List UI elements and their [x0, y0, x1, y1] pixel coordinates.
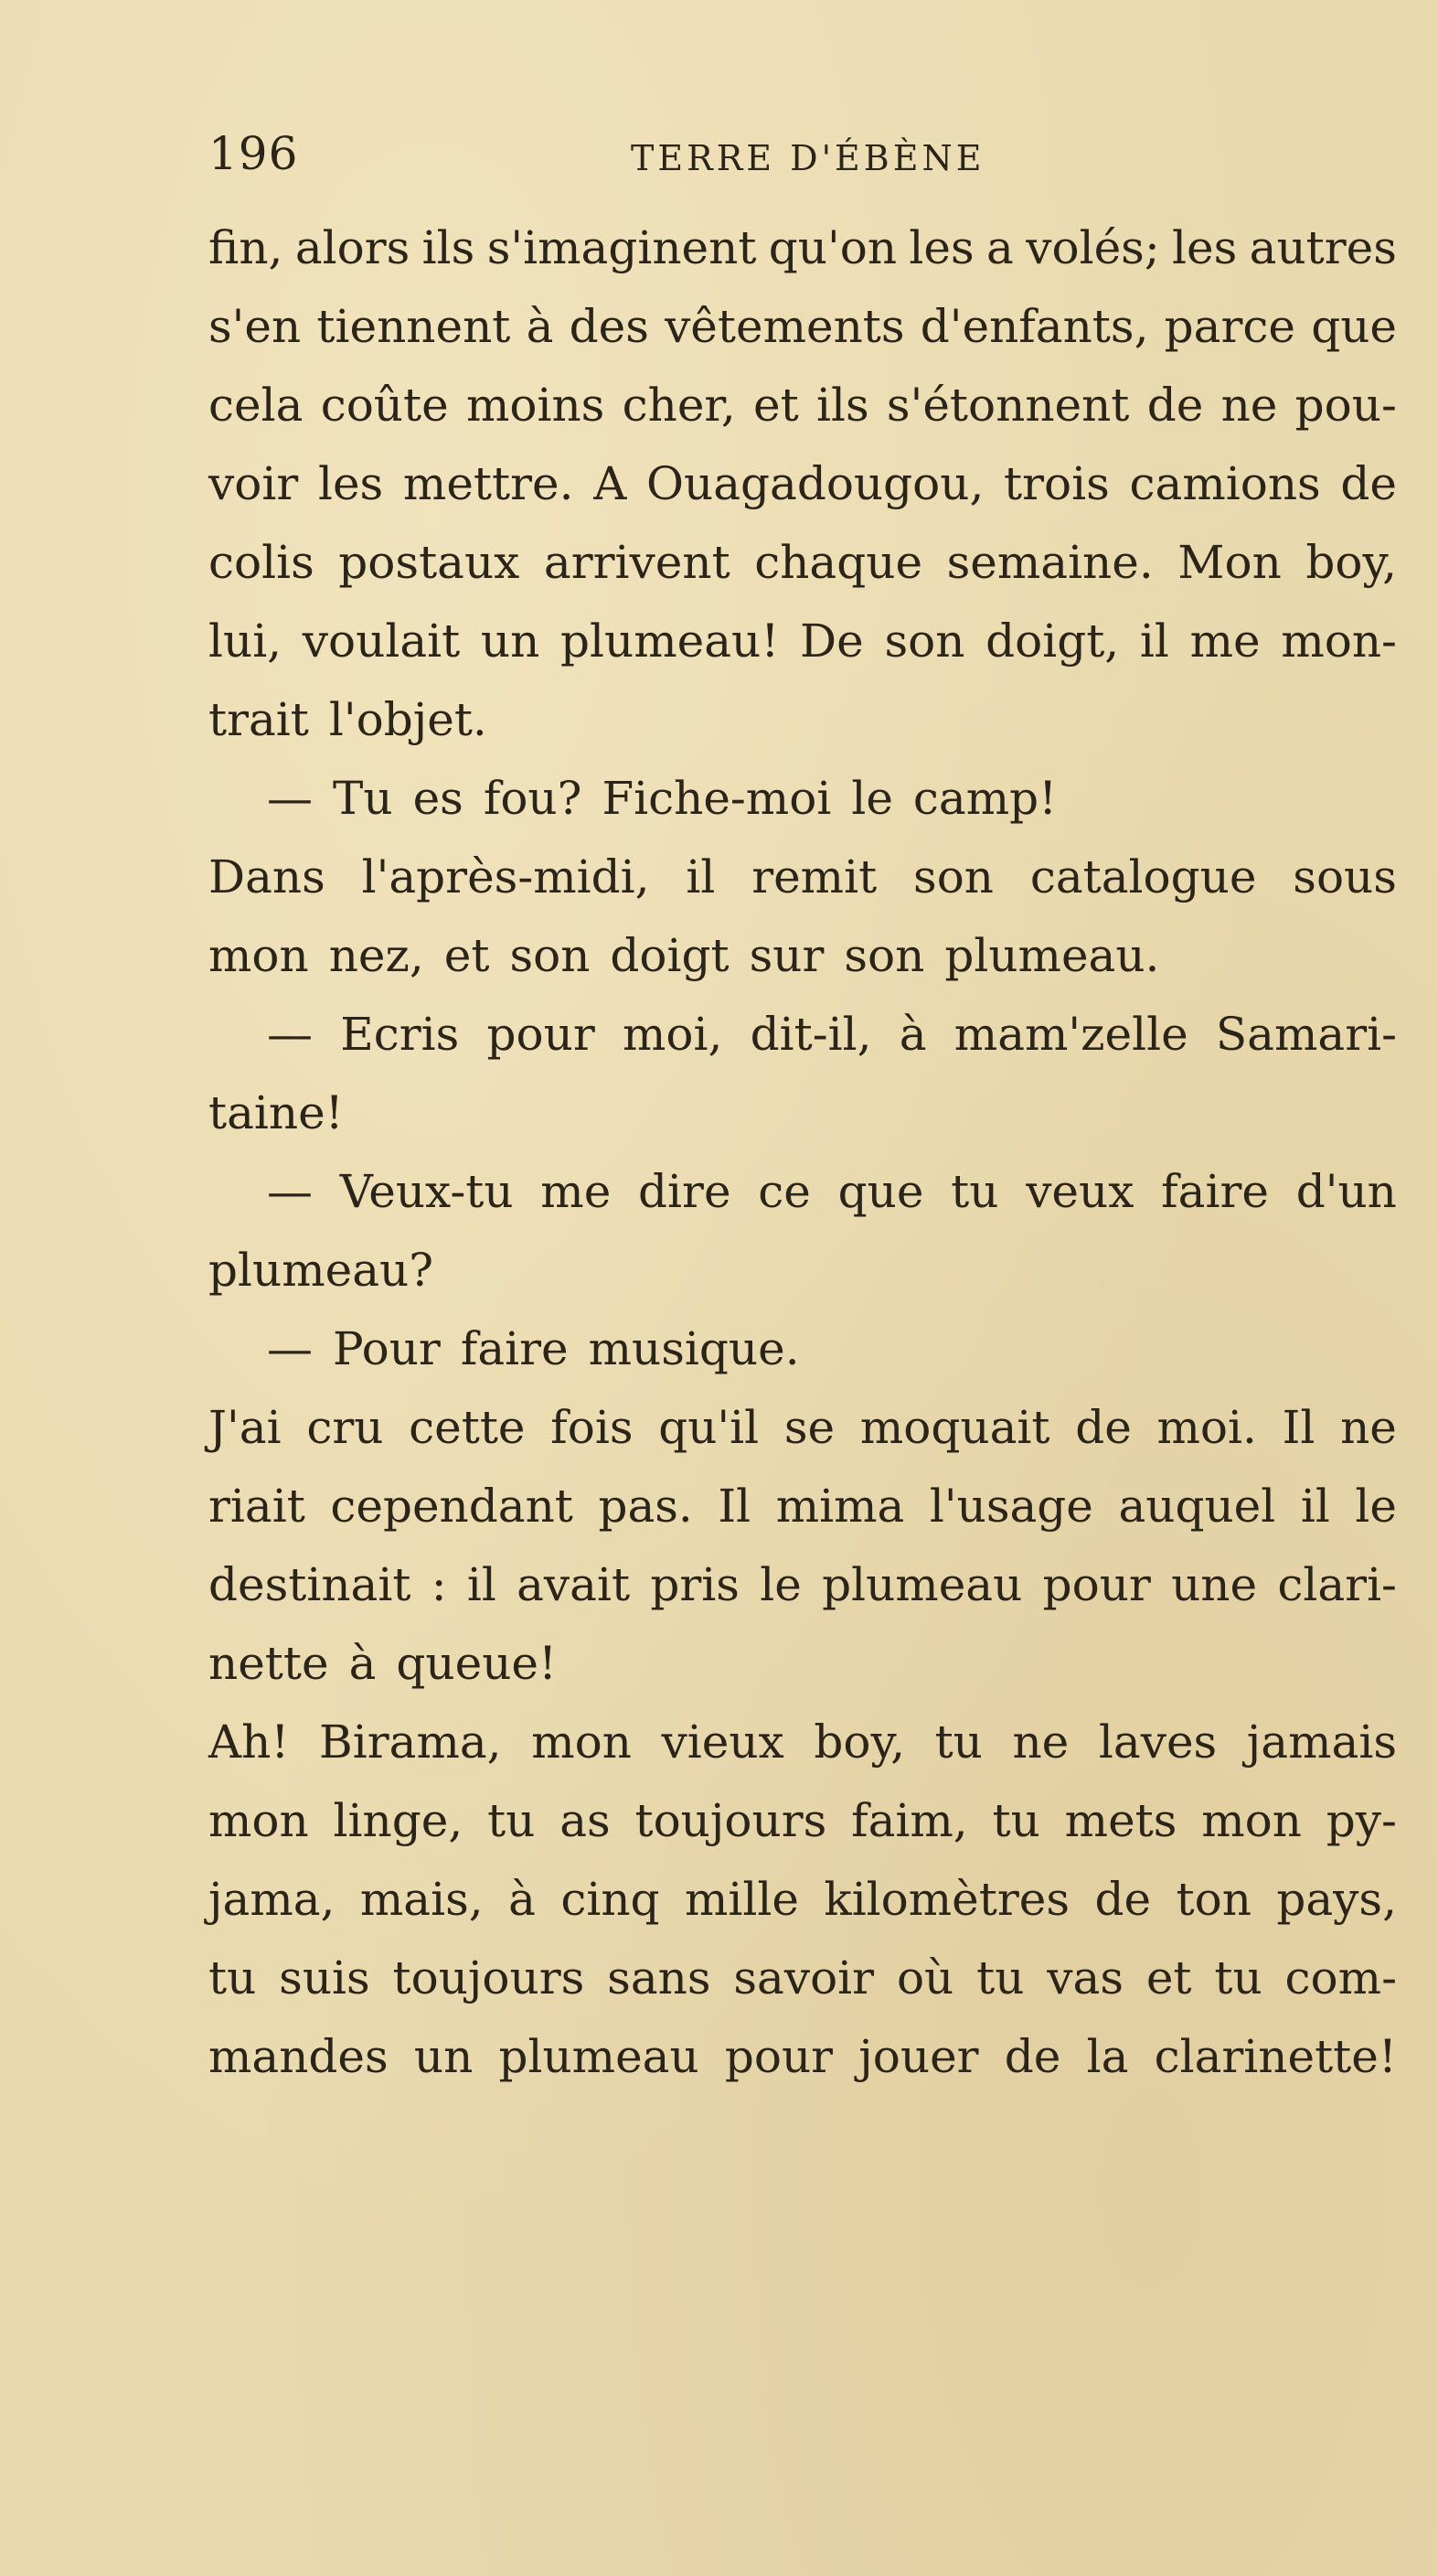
text-line: jama, mais, à cinq mille kilomètres de ton pays, [208, 1873, 1397, 1926]
text-line: — Tu es fou? Fiche-moi le camp! [267, 772, 1058, 825]
text-line: tu suis toujours sans savoir où tu vas et tu com- [208, 1951, 1397, 2004]
text-line: — Pour faire musique. [267, 1322, 800, 1375]
text-line: fin, alors ils s'imaginent qu'on les a volés; les autres [208, 221, 1397, 274]
text-line: mon linge, tu as toujours faim, tu mets mon py- [208, 1794, 1397, 1847]
text-line: trait l'objet. [208, 693, 487, 746]
text-line: riait cependant pas. Il mima l'usage auquel il le [208, 1480, 1397, 1533]
text-line: taine! [208, 1086, 344, 1139]
body-text [208, 208, 1397, 2096]
running-title: TERRE D'ÉBÈNE [631, 138, 985, 178]
text-line: cela coûte moins cher, et ils s'étonnent de ne pou- [208, 379, 1397, 432]
page-header [208, 126, 1397, 190]
text-line: lui, voulait un plumeau! De son doigt, il me mon- [208, 615, 1397, 668]
text-line: J'ai cru cette fois qu'il se moquait de moi. Il ne [208, 1401, 1397, 1454]
text-line: Ah! Birama, mon vieux boy, tu ne laves jamais [208, 1716, 1397, 1769]
text-line: voir les mettre. A Ouagadougou, trois camions de [208, 457, 1397, 510]
text-line: mandes un plumeau pour jouer de la clarinette! [208, 2030, 1397, 2083]
text-line: plumeau? [208, 1244, 434, 1297]
text-line: destinait : il avait pris le plumeau pour une clari- [208, 1558, 1397, 1611]
page-number: 196 [208, 127, 299, 180]
text-line: — Ecris pour moi, dit-il, à mam'zelle Samari- [267, 1008, 1397, 1061]
text-line: s'en tiennent à des vêtements d'enfants, parce que [208, 300, 1397, 353]
text-line: colis postaux arrivent chaque semaine. Mon boy, [208, 536, 1397, 589]
text-line: mon nez, et son doigt sur son plumeau. [208, 929, 1160, 982]
text-line: Dans l'après-midi, il remit son catalogue sous [208, 850, 1397, 903]
text-line: — Veux-tu me dire ce que tu veux faire d'un [267, 1165, 1397, 1218]
text-line: nette à queue! [208, 1637, 558, 1690]
